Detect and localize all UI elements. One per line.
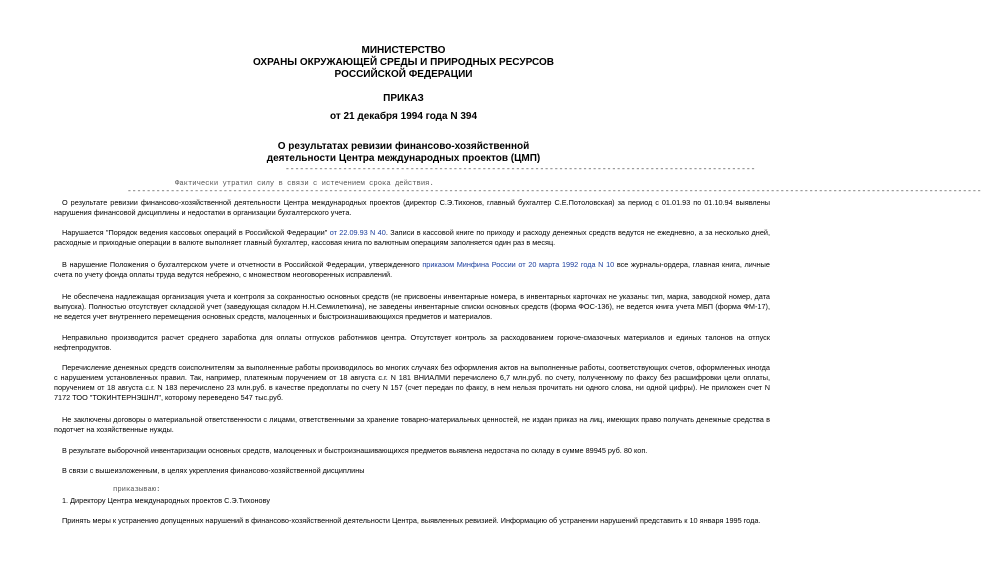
- ministry-line-3: РОССИЙСКОЙ ФЕДЕРАЦИИ: [334, 69, 473, 80]
- paragraph-accounting-regulation: В нарушение Положения о бухгалтерском учете и отчетности в Российской Федерации, утвержденного приказом Минфина России от 20 марта 1992 года N 10 все журналы-ордера, главная книга, личные счета по учету фонда оплаты труда ведутся небрежно, с множеством неоговоренных исправлений.: [54, 260, 770, 279]
- paragraph-discipline: В связи с вышеизложенным, в целях укрепления финансово-хозяйственной дисциплины: [62, 466, 365, 475]
- paragraph-measures: Принять меры к устранению допущенных нарушений в финансово-хозяйственной деятельности Центра, выявленных ревизией. Информацию об устранении нарушений представить к 10 января 1995 года.: [62, 516, 761, 525]
- paragraph-payments: Перечисление денежных средств соисполнителям за выполненные работы производилось во многих случаях без оформления актов на выполненные работы, соответствующих счетов, оформленных иногда с нарушением установленных правил. Так, например, платежным поручением от 18 августа с.г. N 181 ВНИАЛМИ перечислено 6,7 млн.руб. по счету, полученному по факсу без расшифровки цели оплаты, поручением от 18 августа с.г. N 183 перечислено 23 млн.руб. в качестве предоплаты по счету N 157 (счет передан по факсу, в нем нельзя прочитать ни одного слова, ни одной цифры). Не приложен счет N 7172 ТОО "ТОКИНТЕРНЭШНЛ", которому переведено 547 тыс.руб.: [54, 363, 770, 402]
- document-date: от 21 декабря 1994 года N 394: [329, 111, 478, 122]
- ministry-line-1: МИНИСТЕРСТВО: [361, 45, 446, 56]
- subject-divider: --------------------------------------------------------------------------------------------------: [285, 165, 756, 174]
- paragraph-liability-contracts: Не заключены договоры о материальной ответственности с лицами, ответственными за хранение товарно-материальных ценностей, не издан приказ на лиц, имеющих право получать денежные средства в подотчет на хозяйственные нужды.: [54, 415, 770, 434]
- paragraph-average-salary: Неправильно производится расчет среднего заработка для оплаты отпусков работников центра. Отсутствует контроль за расходованием горюче-смазочных материалов и единых талонов на отпуск нефтепродуктов.: [54, 333, 770, 352]
- paragraph-fixed-assets: Не обеспечена надлежащая организация учета и контроля за сохранностью основных средств (не присвоены инвентарные номера, в инвентарных карточках не указаны: тип, марка, заводской номер, дата выпуска). Полностью отсутствует складской учет (заведующая складом Н.Н.Семилеткина), не заведены инвентарные списки основных средств (форма ФОС-136), не ведется книга учета МБП (форма ФМ-17), не ведется учет внутреннего перемещения основных средств, малоценных и быстроизнашивающихся предметов и материалов.: [54, 292, 770, 321]
- status-divider: ----------------------------------------------------------------------------------------------------------------------------------------------------------------------------------: [127, 187, 982, 196]
- link-order-40[interactable]: от 22.09.93 N 40: [329, 228, 386, 237]
- subject-line-2: деятельности Центра международных проектов (ЦМП): [266, 153, 541, 164]
- paragraph-cash-operations: Нарушается "Порядок ведения кассовых операций в Российской Федерации" от 22.09.93 N 40. Записи в кассовой книге по приходу и расходу денежных средств ведутся не ежедневно, а за несколько дней, расходные и приходные операции в валюте выполняет главный бухгалтер, кассовая книга по валютным операциям заполняется один раз в месяц.: [54, 228, 770, 247]
- ministry-line-2: ОХРАНЫ ОКРУЖАЮЩЕЙ СРЕДЫ И ПРИРОДНЫХ РЕСУРСОВ: [253, 57, 554, 68]
- document-type: ПРИКАЗ: [383, 93, 424, 104]
- paragraph-audit-results: О результате ревизии финансово-хозяйственной деятельности Центра международных проектов (директор С.Э.Тихонов, главный бухгалтер С.Е.Потоловская) за период с 01.01.93 по 01.10.94 выявлены нарушения финансовой дисциплины и недостатки в организации бухгалтерского учета.: [54, 198, 770, 217]
- order-item-1: 1. Директору Центра международных проектов С.Э.Тихонову: [62, 496, 270, 505]
- subject-line-1: О результатах ревизии финансово-хозяйственной: [277, 141, 530, 152]
- link-minfin-order-10[interactable]: приказом Минфина России от 20 марта 1992 года N 10: [422, 260, 615, 269]
- status-note: Фактически утратил силу в связи с истечением срока действия.: [175, 180, 434, 188]
- paragraph-inventory-shortage: В результате выборочной инвентаризации основных средств, малоценных и быстроизнашивающихся предметов выявлена недостача по складу в сумме 89945 руб. 80 коп.: [62, 446, 648, 455]
- order-word: приказываю:: [113, 486, 161, 494]
